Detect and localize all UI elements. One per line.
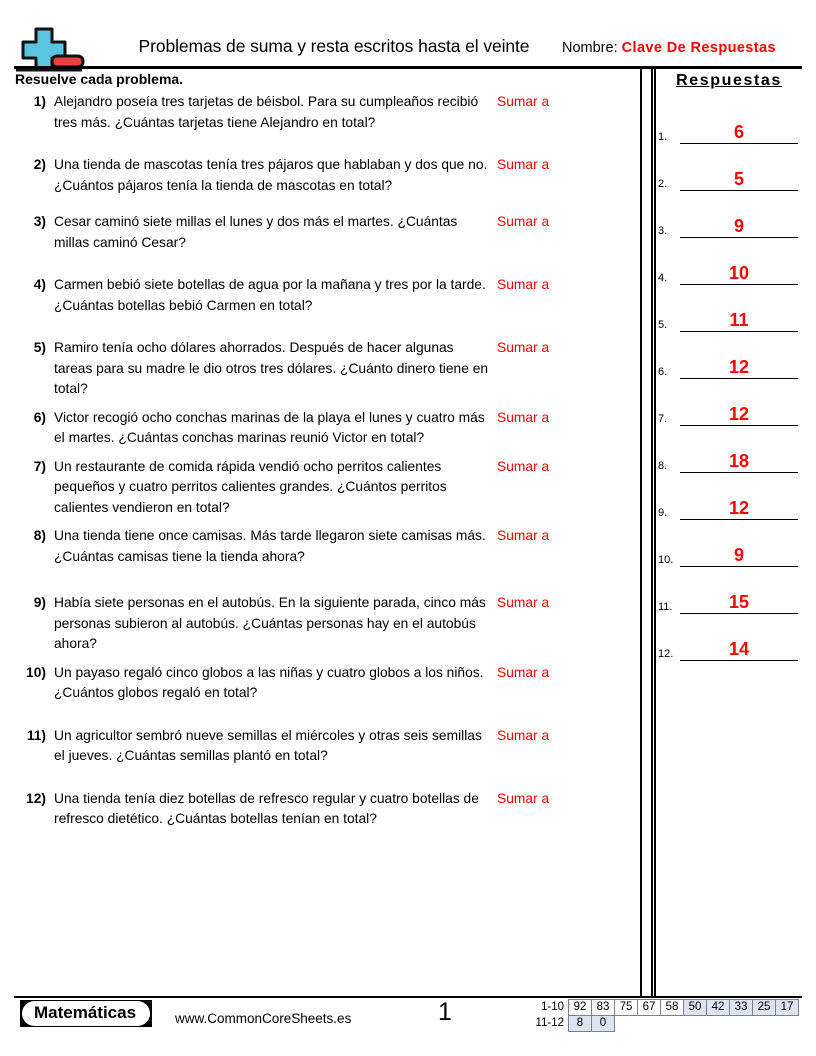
problem-operation-label: Sumar a (497, 664, 550, 680)
score-cell: 33 (730, 1000, 753, 1016)
score-cell: 83 (592, 1000, 615, 1016)
score-cell-empty (638, 1016, 661, 1032)
score-cell-empty (776, 1016, 799, 1032)
answer-blank-line[interactable] (680, 267, 798, 285)
score-cell: 75 (615, 1000, 638, 1016)
answer-blank-line[interactable] (680, 596, 798, 614)
problem-text: Cesar caminó siete millas el lunes y dos más el martes. ¿Cuántas millas caminó Cesar? (54, 214, 458, 250)
answer-blank-line[interactable] (680, 173, 798, 191)
score-cell: 92 (569, 1000, 592, 1016)
answer-index: 7. (658, 413, 668, 425)
problem-operation-label: Sumar a (497, 157, 550, 172)
problem-text: Un agricultor sembró nueve semillas el miércoles y otras seis semillas el jueves. ¿Cuántas semillas plantó en total? (54, 727, 482, 763)
problem-operation-label: Sumar a (497, 94, 550, 109)
problem-operation-label: Sumar a (497, 340, 550, 355)
problem-row (14, 155, 634, 196)
name-value: Clave De Respuestas (621, 40, 776, 56)
problem-row (14, 457, 634, 519)
problem-operation-label: Sumar a (497, 458, 550, 474)
answer-value: 10 (728, 263, 750, 283)
problem-row (14, 726, 634, 767)
answer-row (656, 572, 802, 619)
answer-row (656, 619, 802, 666)
score-table (524, 999, 799, 1032)
score-cell-empty (753, 1016, 776, 1032)
header-rule (14, 66, 802, 69)
answers-heading: Respuestas (676, 72, 782, 89)
problem-text: Un restaurante de comida rápida vendió ocho perritos calientes pequeños y cuatro perritos calientes grandes. ¿Cuántos perritos calientes vendieron en total? (54, 458, 447, 515)
answer-value: 12 (728, 357, 750, 377)
score-row-label: 11-12 (535, 1017, 564, 1029)
score-cell-empty (684, 1016, 707, 1032)
score-cell: 67 (638, 1000, 661, 1016)
answer-row (656, 431, 802, 478)
brand-logo (20, 1000, 152, 1027)
website-url: www.CommonCoreSheets.es (175, 1011, 352, 1026)
answer-blank-line[interactable] (680, 220, 798, 238)
answer-column (656, 70, 802, 666)
answer-blank-line[interactable] (680, 126, 798, 144)
brand-label: Matemáticas (22, 1001, 150, 1026)
score-cell: 58 (661, 1000, 684, 1016)
problem-number: 10) (26, 664, 46, 680)
answer-index: 1. (658, 131, 668, 143)
problem-row (14, 92, 634, 133)
answer-index: 6. (658, 366, 668, 378)
answer-index: 11. (658, 601, 673, 613)
answer-row (656, 196, 802, 243)
problem-number: 2) (33, 157, 46, 172)
problem-operation-label: Sumar a (497, 528, 550, 543)
problem-row (14, 789, 634, 830)
page-title: Problemas de suma y resta escritos hasta el veinte (138, 36, 530, 56)
answer-blank-line[interactable] (680, 643, 798, 661)
answer-blank-line[interactable] (680, 314, 798, 332)
footer-rule (14, 996, 802, 998)
problem-text: Había siete personas en el autobús. En la siguiente parada, cinco más personas subieron al autobús. ¿Cuántas personas hay en el autobús ahora? (54, 595, 486, 651)
answer-row (656, 149, 802, 196)
answer-value: 6 (733, 122, 744, 142)
score-cell-empty (730, 1016, 753, 1032)
page-number: 1 (438, 998, 452, 1026)
answer-blank-line[interactable] (680, 455, 798, 473)
problem-operation-label: Sumar a (497, 727, 550, 743)
answer-blank-line[interactable] (680, 549, 798, 567)
score-row-label: 1-10 (540, 1001, 564, 1013)
problem-row (14, 212, 634, 253)
name-label: Nombre: (562, 40, 618, 56)
answer-row (656, 290, 802, 337)
score-cell: 50 (684, 1000, 707, 1016)
problem-row (14, 663, 634, 704)
score-row (524, 1000, 799, 1016)
answer-value: 12 (728, 404, 750, 424)
answer-index: 9. (658, 507, 668, 519)
answer-value: 11 (729, 310, 749, 330)
answer-row (656, 478, 802, 525)
answer-row (656, 337, 802, 384)
problem-number: 7) (33, 458, 46, 474)
problem-number: 8) (33, 528, 46, 543)
problem-number: 4) (33, 277, 46, 292)
problem-text: Una tienda tenía diez botellas de refresco regular y cuatro botellas de refresco dietético. ¿Cuántas botellas tenían en total? (54, 790, 479, 826)
answer-value: 12 (728, 498, 750, 518)
answer-value: 9 (733, 216, 744, 236)
problem-row (14, 408, 634, 449)
answer-value: 9 (733, 545, 744, 565)
answer-row (656, 102, 802, 149)
answer-value: 15 (728, 592, 750, 612)
problem-number: 1) (33, 94, 46, 109)
score-cell-empty (661, 1016, 684, 1032)
problem-number: 11) (26, 727, 46, 743)
problem-text: Victor recogió ocho conchas marinas de la playa el lunes y cuatro más el martes. ¿Cuántas conchas marinas reunió Victor en total? (54, 409, 485, 445)
answer-index: 2. (658, 178, 668, 190)
problem-operation-label: Sumar a (497, 790, 550, 806)
name-field (562, 39, 776, 57)
answer-index: 4. (658, 272, 668, 284)
instruction-text: Resuelve cada problema. (15, 71, 184, 87)
score-cell: 25 (753, 1000, 776, 1016)
problem-row (14, 275, 634, 316)
answer-blank-line[interactable] (680, 408, 798, 426)
answer-row (656, 525, 802, 572)
answer-blank-line[interactable] (680, 361, 798, 379)
problem-row (14, 338, 634, 400)
problem-text: Alejandro poseía tres tarjetas de béisbol. Para su cumpleaños recibió tres más. ¿Cuántas tarjetas tiene Alejandro en total? (54, 94, 479, 130)
answer-value: 18 (728, 451, 750, 471)
problem-text: Una tienda de mascotas tenía tres pájaros que hablaban y dos que no. ¿Cuántos pájaros tenía la tienda de mascotas en total? (54, 157, 488, 193)
problem-row (14, 593, 634, 655)
problem-number: 5) (33, 340, 46, 355)
answer-row (656, 384, 802, 431)
problem-text: Una tienda tiene once camisas. Más tarde llegaron siete camisas más. ¿Cuántas camisas tiene la tienda ahora? (54, 528, 486, 564)
score-cell: 8 (569, 1016, 592, 1032)
answer-value: 5 (733, 169, 744, 189)
problem-row (14, 526, 634, 567)
answer-index: 12. (658, 648, 674, 660)
answer-index: 3. (658, 225, 668, 237)
answer-value: 14 (728, 639, 750, 659)
problem-list (14, 92, 634, 830)
problem-number: 3) (33, 214, 46, 229)
problem-operation-label: Sumar a (497, 214, 550, 229)
answer-index: 10. (658, 554, 674, 566)
answer-index: 5. (658, 319, 668, 331)
problem-number: 9) (33, 595, 46, 610)
problem-number: 12) (26, 790, 46, 806)
answer-list (656, 102, 802, 666)
score-cell: 0 (592, 1016, 615, 1032)
problem-number: 6) (33, 409, 46, 425)
score-row (524, 1016, 799, 1032)
problem-text: Carmen bebió siete botellas de agua por la mañana y tres por la tarde. ¿Cuántas botellas bebió Carmen en total? (54, 277, 486, 313)
page-header (14, 22, 802, 66)
problem-operation-label: Sumar a (497, 409, 550, 425)
score-cell-empty (707, 1016, 730, 1032)
problem-operation-label: Sumar a (497, 595, 550, 610)
answer-row (656, 243, 802, 290)
problem-operation-label: Sumar a (497, 277, 550, 292)
problem-text: Un payaso regaló cinco globos a las niñas y cuatro globos a los niños. ¿Cuántos globos regaló en total? (54, 664, 484, 700)
score-cell: 17 (776, 1000, 799, 1016)
score-cell: 42 (707, 1000, 730, 1016)
score-cell-empty (615, 1016, 638, 1032)
problem-text: Ramiro tenía ocho dólares ahorrados. Después de hacer algunas tareas para su madre le dio otros tres dólares. ¿Cuánto dinero tiene en total? (54, 340, 489, 396)
answer-blank-line[interactable] (680, 502, 798, 520)
column-divider-thin (640, 69, 642, 997)
answer-index: 8. (658, 460, 668, 472)
